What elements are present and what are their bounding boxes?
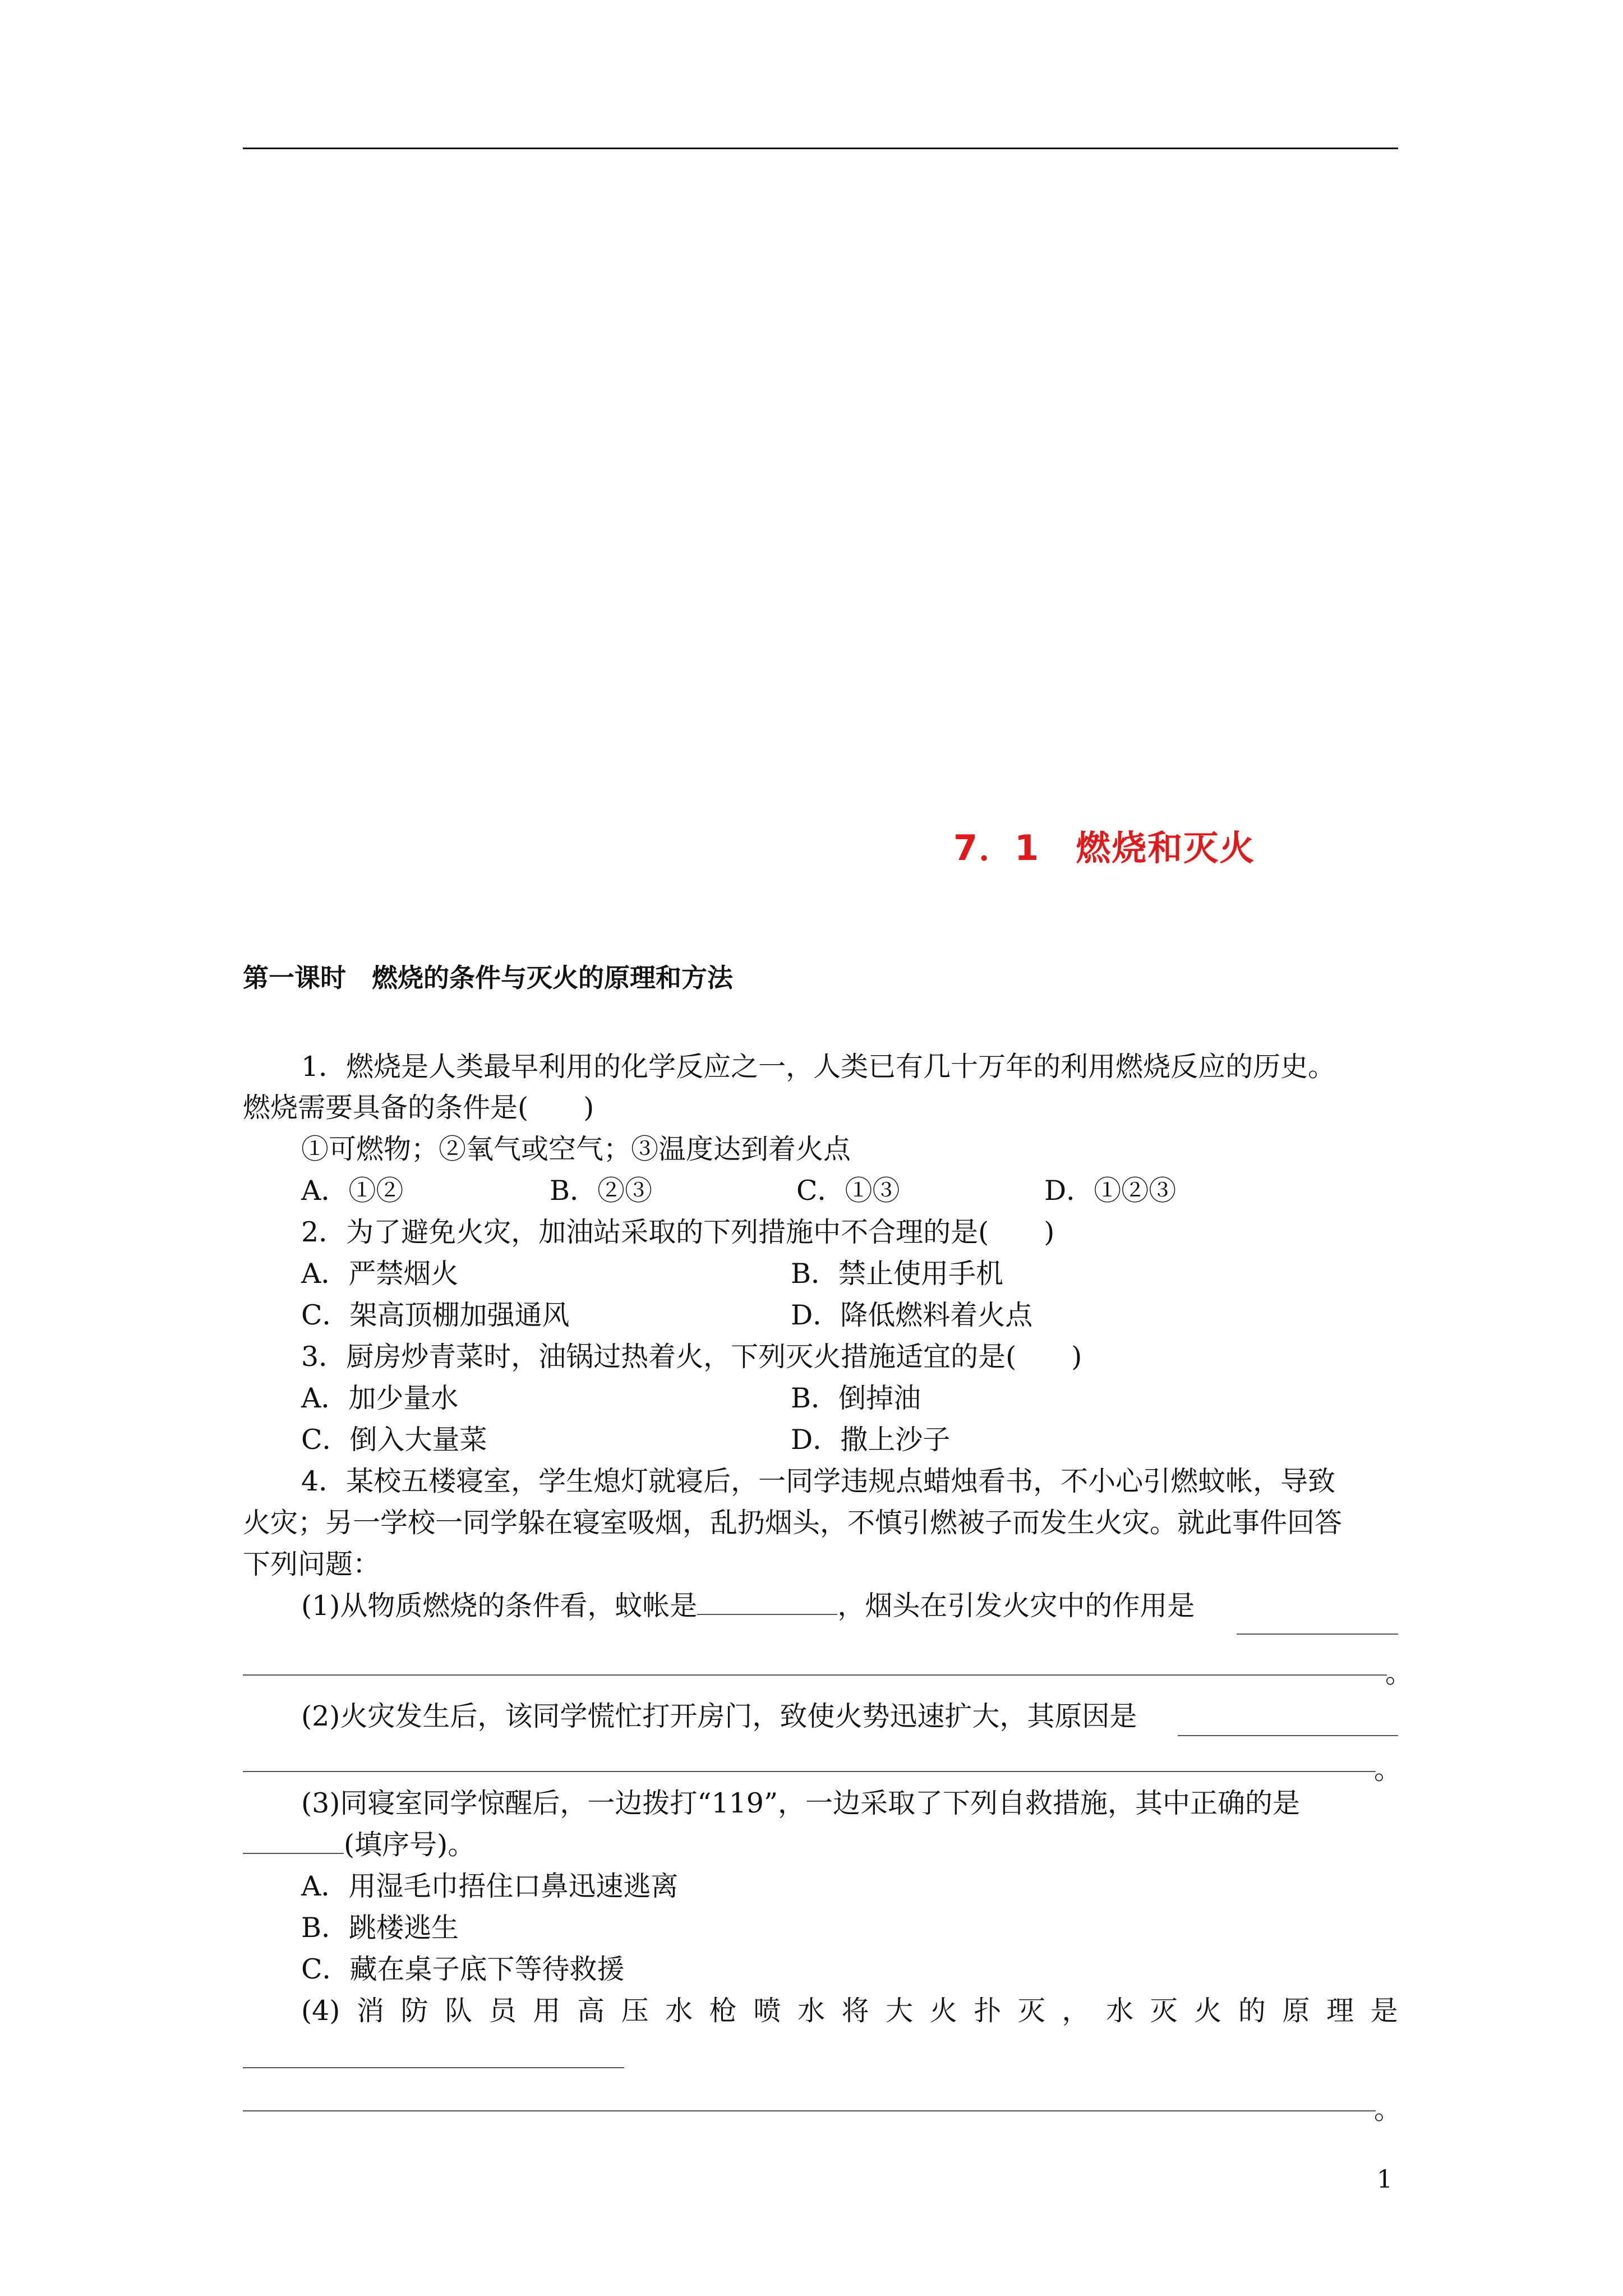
header-rule	[243, 148, 1398, 149]
q4-part1-period: 。	[1385, 1657, 1413, 1689]
q4-stem-line-2: 火灾；另一学校一同学躲在寝室吸烟，乱扔烟头，不慎引燃被子而发生火灾。就此事件回答	[243, 1507, 1343, 1539]
q4-part3-option-c: C．藏在桌子底下等待救援	[301, 1953, 625, 1985]
q4-part4-char: 防	[400, 1995, 428, 2027]
q1-option-a: A．①②	[301, 1175, 404, 1207]
q1-stem-line-1: 1．燃烧是人类最早利用的化学反应之一，人类已有几十万年的利用燃烧反应的历史。	[301, 1051, 1336, 1083]
q1-option-d: D．①②③	[1044, 1175, 1177, 1207]
q4-part1-blank-1[interactable]	[697, 1612, 837, 1615]
q1-option-c: C．①③	[796, 1175, 900, 1207]
q4-part4-char: 灭	[1150, 1995, 1178, 2027]
q4-part3-option-b: B．跳楼逃生	[301, 1912, 459, 1944]
q4-part4-char: 枪	[709, 1995, 737, 2027]
q2-stem: 2．为了避免火灾，加油站采取的下列措施中不合理的是( )	[301, 1216, 1055, 1248]
q4-part4-char: 将	[841, 1995, 869, 2027]
q2-option-a: A．严禁烟火	[301, 1258, 459, 1290]
q4-part4-char: 消	[357, 1995, 385, 2027]
q4-part4-char: 队	[445, 1995, 473, 2027]
q4-part2-text: (2)火灾发生后，该同学慌忙打开房门，致使火势迅速扩大，其原因是	[301, 1700, 1137, 1732]
q4-part4-char: 水	[1106, 1995, 1134, 2027]
q1-option-b: B．②③	[550, 1175, 653, 1207]
q2-option-c: C．架高顶棚加强通风	[301, 1299, 570, 1331]
q4-part2-period: 。	[1374, 1754, 1402, 1786]
q3-option-c: C．倒入大量菜	[301, 1424, 487, 1456]
q1-stem-line-2: 燃烧需要具备的条件是( )	[243, 1092, 594, 1124]
q4-part4-char: 的	[1238, 1995, 1266, 2027]
q4-part4-char: 是	[1370, 1995, 1398, 2027]
q4-part3-text-b: (填序号)。	[344, 1829, 476, 1861]
q4-part4-char: (4)	[301, 1995, 340, 2027]
q4-part3-option-a: A．用湿毛巾捂住口鼻迅速逃离	[301, 1870, 679, 1902]
page-number: 1	[1377, 2165, 1393, 2194]
q4-part1-text-b: ，烟头在引发火灾中的作用是	[837, 1590, 1195, 1622]
q3-option-a: A．加少量水	[301, 1382, 459, 1414]
q4-part4-char: 喷	[753, 1995, 781, 2027]
q1-conditions: ①可燃物；②氧气或空气；③温度达到着火点	[301, 1133, 851, 1165]
q4-part1-blank-2[interactable]	[1237, 1634, 1398, 1635]
q4-part2-blank[interactable]	[1178, 1735, 1398, 1736]
q4-part4-char: 扑	[974, 1995, 1002, 2027]
q4-part3-line-2	[243, 1828, 475, 1862]
q4-part4-char: ，	[1062, 1995, 1090, 2027]
q4-part1-blank-2-cont[interactable]	[243, 1674, 1387, 1676]
q4-part4-blank[interactable]	[243, 2067, 624, 2068]
q4-part4-char: 高	[577, 1995, 605, 2027]
q4-part4-period: 。	[1374, 2093, 1402, 2125]
q4-part4-char: 水	[797, 1995, 825, 2027]
section-subtitle: 第一课时 燃烧的条件与灭火的原理和方法	[243, 963, 733, 993]
q3-option-d: D．撒上沙子	[791, 1424, 951, 1456]
q4-part4-char: 火	[1194, 1995, 1222, 2027]
q4-part3-text-a: (3)同寝室同学惊醒后，一边拨打“119”，一边采取了下列自救措施，其中正确的是	[301, 1787, 1301, 1819]
q4-part4-char: 火	[929, 1995, 957, 2027]
q4-part3-blank[interactable]	[243, 1851, 344, 1854]
q4-part4-char: 员	[488, 1995, 517, 2027]
q4-part4-char: 原	[1282, 1995, 1310, 2027]
q4-part1-line	[301, 1589, 1195, 1623]
q4-stem-line-1: 4．某校五楼寝室，学生熄灯就寝后，一同学违规点蜡烛看书，不小心引燃蚊帐，导致	[301, 1465, 1336, 1497]
page-title: 7．1 燃烧和灭火	[953, 827, 1256, 868]
q4-stem-line-3: 下列问题：	[243, 1548, 381, 1580]
q4-part4-char: 水	[665, 1995, 693, 2027]
q4-part2-blank-cont[interactable]	[243, 1771, 1376, 1772]
q4-part4-char: 用	[533, 1995, 561, 2027]
q4-part4-char: 大	[886, 1995, 914, 2027]
q2-option-b: B．禁止使用手机	[791, 1258, 1004, 1290]
q4-part1-text-a: (1)从物质燃烧的条件看，蚊帐是	[301, 1590, 698, 1622]
q2-option-d: D．降低燃料着火点	[791, 1299, 1033, 1331]
q4-part4-text	[301, 1994, 1398, 2028]
q3-stem: 3．厨房炒青菜时，油锅过热着火，下列灭火措施适宜的是( )	[301, 1341, 1082, 1373]
q4-part4-char: 灭	[1017, 1995, 1045, 2027]
q4-part4-blank-cont[interactable]	[243, 2110, 1376, 2111]
q3-option-b: B．倒掉油	[791, 1382, 921, 1414]
q4-part4-char: 压	[621, 1995, 649, 2027]
q4-part4-char: 理	[1326, 1995, 1354, 2027]
